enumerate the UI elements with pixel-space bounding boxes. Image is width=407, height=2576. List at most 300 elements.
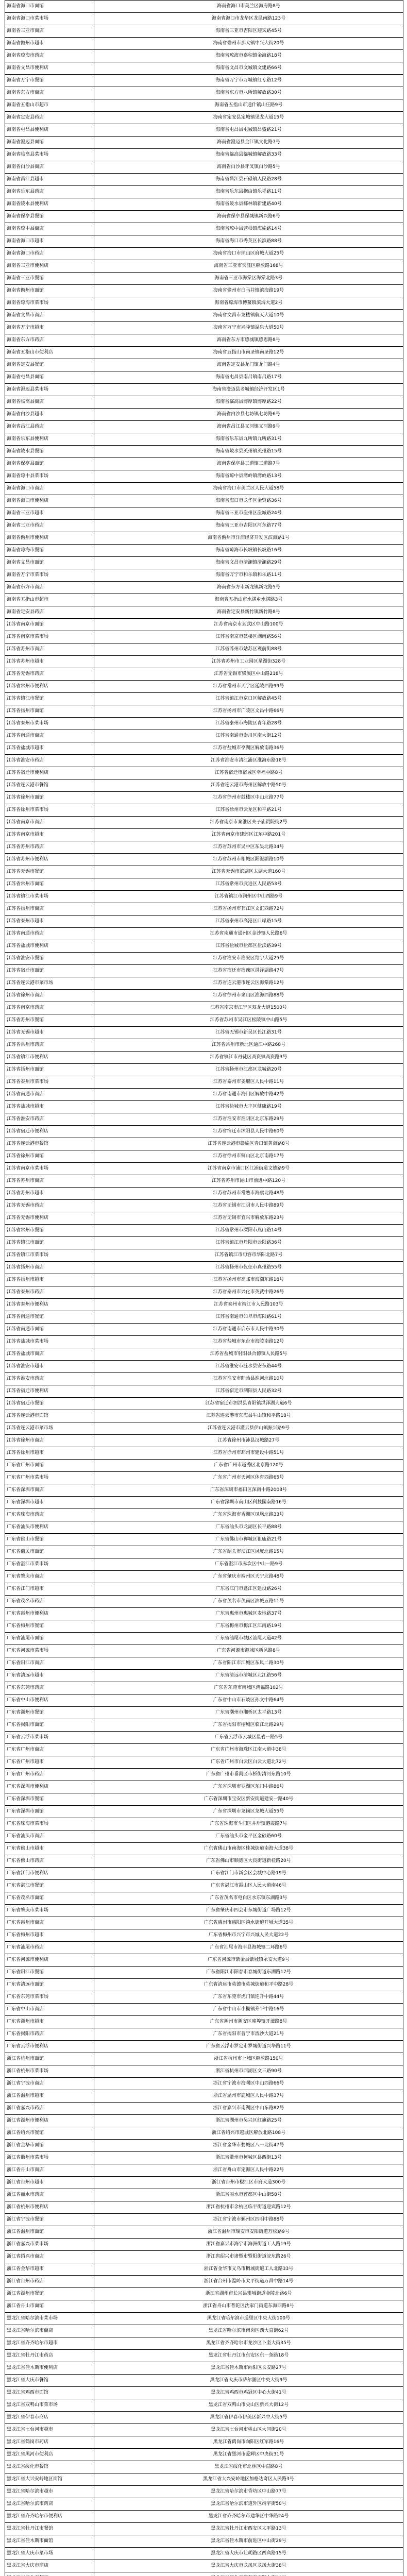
table-row — [5, 2313, 403, 2325]
table-row — [5, 495, 403, 507]
table-row — [5, 1694, 403, 1707]
store-address-cell: 江苏省无锡市新吴区长江路31号 — [94, 1027, 403, 1039]
store-name-cell: 江苏省连云港市餐馆 — [5, 1138, 94, 1150]
store-name-cell: 浙江省台州市药店 — [5, 2276, 94, 2288]
table-row — [5, 2140, 403, 2152]
store-name-cell: 海南省三亚市便利店 — [5, 260, 94, 273]
table-row — [5, 1076, 403, 1089]
store-name-cell: 浙江省舟山市面馆 — [5, 2300, 94, 2313]
store-address-cell: 广东省河源市源城区新风路8号 — [94, 1645, 403, 1657]
store-name-cell: 浙江省杭州市便利店 — [5, 2201, 94, 2214]
table-row — [5, 1101, 403, 1113]
store-address-cell: 江苏省盐城市盐都区盐渎路39号 — [94, 940, 403, 953]
store-address-cell: 广东省广州市白云区白云大道北72号 — [94, 1756, 403, 1769]
store-address-cell — [94, 2572, 403, 2576]
store-address-cell: 江苏省盐城市东台市海陵南路12号 — [94, 1336, 403, 1348]
store-address-cell: 海南省三亚市天涯区解放路168号 — [94, 260, 403, 273]
store-name-cell: 广东省惠州市商店 — [5, 1917, 94, 1929]
table-row — [5, 25, 403, 38]
store-address-cell: 广东省肇庆市端州区天宁北路48号 — [94, 1571, 403, 1583]
table-row — [5, 1002, 403, 1014]
table-row — [5, 1769, 403, 1781]
store-name-cell: 广东省广州市药店 — [5, 1769, 94, 1781]
table-row — [5, 1237, 403, 1249]
table-row — [5, 421, 403, 433]
store-name-cell: 广东省江门市便利店 — [5, 1868, 94, 1880]
store-address-cell: 广东省湛江市赤坎区中山一路9号 — [94, 1558, 403, 1571]
table-row — [5, 1558, 403, 1571]
store-name-cell: 海南省三亚市餐馆 — [5, 273, 94, 285]
store-address-cell: 江苏省徐州市邳州市建设中路51号 — [94, 1447, 403, 1460]
table-row — [5, 1818, 403, 1831]
store-name-cell: 广东省珠海市药店 — [5, 1509, 94, 1521]
store-address-cell: 浙江省嘉兴市海宁市海洲街道工人路19号 — [94, 2239, 403, 2251]
table-row — [5, 2276, 403, 2288]
table-row — [5, 2263, 403, 2276]
store-address-cell: 广东省阳江市阳春市春城街道东湖路17号 — [94, 1967, 403, 1979]
table-row — [5, 878, 403, 891]
table-row — [5, 2399, 403, 2412]
table-row — [5, 310, 403, 322]
table-row — [5, 1410, 403, 1422]
store-address-cell: 海南省海口市琼山区府城大道25号 — [94, 248, 403, 260]
table-row — [5, 2498, 403, 2511]
table-row — [5, 557, 403, 569]
store-name-cell: 浙江省杭州市面馆 — [5, 2053, 94, 2065]
store-address-cell: 江苏省徐州市鼓楼区中山北路77号 — [94, 792, 403, 804]
table-row — [5, 1422, 403, 1435]
table-row — [5, 1608, 403, 1620]
table-row — [5, 2362, 403, 2375]
store-name-cell: 黑龙江省七台河市超市 — [5, 2424, 94, 2436]
store-address-cell: 江苏省泰州市姜堰区人民中路11号 — [94, 1076, 403, 1089]
table-row — [5, 2572, 403, 2576]
table-row — [5, 953, 403, 965]
table-row — [5, 841, 403, 854]
table-row — [5, 2473, 403, 2486]
store-address-cell: 黑龙江省大庆市龙凤区龙凤大街38号 — [94, 2560, 403, 2572]
table-row — [5, 1633, 403, 1645]
store-name-cell: 海南省临高县商店 — [5, 396, 94, 409]
table-row — [5, 2028, 403, 2041]
store-name-cell: 江苏省徐州市商店 — [5, 990, 94, 1002]
table-row — [5, 50, 403, 62]
store-name-cell: 广东省阳江市商店 — [5, 1657, 94, 1670]
store-name-cell: 浙江省台州市超市 — [5, 2177, 94, 2189]
store-name-cell: 海南省昌江县药店 — [5, 421, 94, 433]
table-row — [5, 755, 403, 767]
store-name-cell: 广东省肇庆市菜市场 — [5, 1905, 94, 1917]
store-name-cell: 江苏省南京市药店 — [5, 1002, 94, 1014]
store-name-cell: 浙江省金华市面馆 — [5, 2140, 94, 2152]
store-name-cell: 海南省屯昌县便利店 — [5, 124, 94, 137]
store-name-cell: 海南省保亭县餐馆 — [5, 211, 94, 223]
store-address-cell: 广东省广州市天河区体育西路65号 — [94, 1472, 403, 1484]
table-row — [5, 322, 403, 334]
store-name-cell: 黑龙江省大庆市商店 — [5, 2560, 94, 2572]
store-address-cell: 广东省清远市清城区北江路56号 — [94, 1670, 403, 1682]
store-name-cell: 黑龙江省黑河市便利店 — [5, 2449, 94, 2461]
store-address-cell: 海南省临高县博厚镇博厚路22号 — [94, 396, 403, 409]
table-row — [5, 2078, 403, 2090]
table-row — [5, 161, 403, 174]
store-address-cell: 海南省文昌市文城镇文建路66号 — [94, 62, 403, 75]
store-address-cell: 广东省云浮市云城区星岩一路5号 — [94, 1732, 403, 1744]
store-name-cell: 江苏省徐州市商店 — [5, 1435, 94, 1447]
store-name-cell: 广东省韶关市面馆 — [5, 1546, 94, 1558]
table-row — [5, 619, 403, 631]
store-name-cell: 黑龙江省佳木斯市面馆 — [5, 2535, 94, 2548]
table-row — [5, 582, 403, 594]
table-row — [5, 1583, 403, 1596]
store-address-cell: 江苏省盐城市亭湖区解放南路36号 — [94, 742, 403, 755]
store-name-cell: 江苏省南京市面馆 — [5, 619, 94, 631]
store-name-cell: 广东省深圳市便利店 — [5, 1781, 94, 1793]
table-row — [5, 817, 403, 829]
store-name-cell: 海南省海口市超市 — [5, 235, 94, 248]
store-name-cell: 浙江省湖州市便利店 — [5, 2115, 94, 2127]
table-row — [5, 1014, 403, 1027]
table-row — [5, 1880, 403, 1892]
store-address-cell: 广东省深圳市福田区深南中路2008号 — [94, 1484, 403, 1497]
store-name-cell: 海南省三亚市超市 — [5, 507, 94, 520]
store-address-cell: 江苏省宿迁市沭阳县人民中路60号 — [94, 1126, 403, 1138]
table-row — [5, 1385, 403, 1398]
store-name-cell: 广东省汕头市商店 — [5, 1831, 94, 1843]
store-name-cell: 海南省东方市药店 — [5, 334, 94, 347]
table-row — [5, 2511, 403, 2523]
store-name-cell: 广东省汕尾市面馆 — [5, 1633, 94, 1645]
store-name-cell: 江苏省盐城市超市 — [5, 1101, 94, 1113]
store-address-cell: 浙江省杭州市余杭区临平街道迎宾路12号 — [94, 2201, 403, 2214]
store-name-cell: 江苏省宿迁市便利店 — [5, 767, 94, 779]
store-address-cell: 浙江省绍兴市诸暨市暨阳街道浣东路26号 — [94, 2251, 403, 2263]
table-row — [5, 1670, 403, 1682]
store-address-cell: 广东省中山市小榄镇升平中路16号 — [94, 2004, 403, 2016]
table-row — [5, 928, 403, 940]
store-address-cell: 广东省东莞市虎门镇连升中路44号 — [94, 1991, 403, 2004]
table-row — [5, 1150, 403, 1163]
store-address-cell: 江苏省连云港市东海县牛山镇和平路18号 — [94, 1410, 403, 1422]
store-name-cell: 海南省海口市菜市场 — [5, 13, 94, 25]
table-row — [5, 1336, 403, 1348]
store-name-cell: 江苏省盐城市便利店 — [5, 940, 94, 953]
table-row — [5, 285, 403, 297]
store-name-cell — [5, 2572, 94, 2576]
store-address-cell: 海南省陵水县英州镇英州路15号 — [94, 446, 403, 458]
table-row — [5, 223, 403, 235]
store-address-cell: 海南省乐东县抱由镇乐祥路11号 — [94, 186, 403, 198]
table-row — [5, 866, 403, 878]
table-row — [5, 1039, 403, 1052]
store-name-cell: 江苏省扬州市超市 — [5, 1274, 94, 1286]
store-name-cell: 广东省揭阳市面馆 — [5, 1719, 94, 1732]
store-address-cell: 海南省定安县龙门镇龙门路4号 — [94, 359, 403, 371]
store-address-cell: 江苏省镇江市京口区解放路45号 — [94, 693, 403, 705]
store-address-cell: 广东省江门市蓬江区建设路26号 — [94, 1583, 403, 1596]
store-address-cell: 浙江省湖州市吴兴区红旗路25号 — [94, 2115, 403, 2127]
table-row — [5, 594, 403, 606]
table-row — [5, 940, 403, 953]
store-address-cell: 浙江省温州市瑞安市安阳街道万松路9号 — [94, 2226, 403, 2239]
table-row — [5, 1855, 403, 1868]
table-row — [5, 1286, 403, 1299]
table-row — [5, 13, 403, 25]
store-address-cell: 江苏省泰州市高港区口岸路15号 — [94, 916, 403, 928]
table-row — [5, 186, 403, 198]
table-row — [5, 1262, 403, 1274]
table-row — [5, 87, 403, 99]
store-address-cell: 江苏省苏州市吴江区松陵镇中山路5号 — [94, 1014, 403, 1027]
store-name-cell: 黑龙江省齐齐哈尔市便利店 — [5, 2511, 94, 2523]
store-name-cell: 江苏省南通市商店 — [5, 1089, 94, 1101]
store-address-cell: 海南省五指山市南圣镇南圣路12号 — [94, 347, 403, 359]
table-row — [5, 1064, 403, 1076]
store-name-cell: 海南省白沙县超市 — [5, 409, 94, 421]
table-row — [5, 1, 403, 13]
store-name-cell: 浙江省嘉兴市药店 — [5, 2103, 94, 2115]
store-name-cell: 广东省汕尾市药店 — [5, 1942, 94, 1954]
store-address-cell: 黑龙江省大庆市让胡路区西宾路15号 — [94, 2548, 403, 2560]
store-name-cell: 广东省深圳市超市 — [5, 1497, 94, 1509]
store-name-cell: 江苏省常州市面馆 — [5, 878, 94, 891]
table-row — [5, 297, 403, 310]
table-row — [5, 384, 403, 396]
table-row — [5, 1274, 403, 1286]
table-row — [5, 804, 403, 817]
store-name-cell: 江苏省南京市菜市场 — [5, 631, 94, 643]
table-row — [5, 2115, 403, 2127]
table-row — [5, 458, 403, 470]
store-address-cell: 浙江省杭州市西湖区文三路90号 — [94, 2065, 403, 2078]
store-name-cell: 海南省东方市商店 — [5, 582, 94, 594]
table-row — [5, 1967, 403, 1979]
store-address-cell: 广东省揭阳市榕城区临江北路29号 — [94, 1719, 403, 1732]
store-address-cell: 江苏省南京市建邺区江东中路201号 — [94, 829, 403, 841]
table-row — [5, 2239, 403, 2251]
table-row — [5, 1484, 403, 1497]
store-address-cell: 黑龙江省七台河市桃山区大同街20号 — [94, 2424, 403, 2436]
store-name-cell: 黑龙江省绥化市餐馆 — [5, 2461, 94, 2473]
store-name-cell: 海南省乐东县便利店 — [5, 433, 94, 446]
store-address-cell: 江苏省镇江市润州区中山西路9号 — [94, 891, 403, 903]
table-row — [5, 446, 403, 458]
store-address-cell: 江苏省盐城市射阳县合德镇人民路5号 — [94, 1348, 403, 1361]
store-address-cell: 黑龙江省绥化市北林区中直路8号 — [94, 2461, 403, 2473]
store-name-cell: 海南省乐东县药店 — [5, 186, 94, 198]
store-name-cell: 江苏省泰州市超市 — [5, 916, 94, 928]
table-row — [5, 2461, 403, 2473]
table-row — [5, 2548, 403, 2560]
store-address-cell: 广东省东莞市南城区鸿福路102号 — [94, 1682, 403, 1694]
table-row — [5, 631, 403, 643]
store-address-cell: 海南省琼海市嘉积镇金海路18号 — [94, 50, 403, 62]
store-name-cell: 海南省琼中县商店 — [5, 223, 94, 235]
table-row — [5, 174, 403, 186]
table-row — [5, 520, 403, 532]
store-name-cell: 广东省广州市超市 — [5, 1756, 94, 1769]
store-name-cell: 海南省保亭县面馆 — [5, 458, 94, 470]
address-table — [5, 0, 403, 2576]
store-address-cell: 广东省潮州市潮安区庵埠镇开濠路8号 — [94, 2016, 403, 2028]
table-row — [5, 211, 403, 223]
store-address-cell: 广东省佛山市禅城区祖庙路21号 — [94, 1534, 403, 1546]
store-address-cell: 江苏省无锡市宜兴市解放东路23号 — [94, 1212, 403, 1225]
store-address-cell: 江苏省南京市江宁区双龙大道1500号 — [94, 1002, 403, 1014]
store-name-cell: 江苏省宿迁市餐馆 — [5, 1398, 94, 1410]
table-row — [5, 2090, 403, 2103]
store-name-cell: 黑龙江省佳木斯市便利店 — [5, 2362, 94, 2375]
table-row — [5, 62, 403, 75]
table-row — [5, 1620, 403, 1633]
table-row — [5, 2041, 403, 2053]
store-name-cell: 江苏省苏州市商店 — [5, 643, 94, 656]
table-row — [5, 1361, 403, 1373]
table-row — [5, 1732, 403, 1744]
store-address-cell: 浙江省台州市椒江区市府大道300号 — [94, 2177, 403, 2189]
table-row — [5, 2004, 403, 2016]
store-address-cell: 江苏省宿迁市泗阳县人民路32号 — [94, 1385, 403, 1398]
table-row — [5, 1917, 403, 1929]
store-address-cell: 广东省梅州市兴宁市兴城人民大道22号 — [94, 1929, 403, 1942]
store-name-cell: 海南省五指山市超市 — [5, 99, 94, 112]
table-row — [5, 1225, 403, 1237]
table-row — [5, 2152, 403, 2164]
store-name-cell: 海南省东方市商店 — [5, 87, 94, 99]
store-address-cell: 海南省海口市龙华区金贸路36号 — [94, 495, 403, 507]
store-address-cell: 浙江省湖州市长兴县雉城街道金陵北路6号 — [94, 2288, 403, 2300]
store-address-cell: 广东省江门市新会区会城中心路19号 — [94, 1868, 403, 1880]
store-name-cell: 江苏省连云港市菜市场 — [5, 1422, 94, 1435]
table-row — [5, 371, 403, 384]
store-address-cell: 海南省儋州市那大镇中兴大街20号 — [94, 38, 403, 50]
store-name-cell: 海南省五指山市便利店 — [5, 347, 94, 359]
table-row — [5, 1249, 403, 1262]
table-row — [5, 1756, 403, 1769]
store-name-cell: 黑龙江省牡丹江市药店 — [5, 2350, 94, 2362]
store-address-cell: 江苏省泰州市海陵区青年路28号 — [94, 718, 403, 730]
store-address-cell: 广东省茂名市茂南区油城五路11号 — [94, 1596, 403, 1608]
store-address-cell: 江苏省镇江市丹阳市云阳路36号 — [94, 1237, 403, 1249]
store-address-cell: 黑龙江省牡丹江市西安区太平路13号 — [94, 2523, 403, 2535]
store-name-cell: 江苏省镇江市便利店 — [5, 1052, 94, 1064]
store-address-cell: 海南省儋州市洋浦经济开发区滨海路1号 — [94, 532, 403, 545]
store-name-cell: 浙江省温州市面馆 — [5, 2226, 94, 2239]
store-name-cell: 江苏省苏州市超市 — [5, 656, 94, 668]
store-address-cell: 海南省澄迈县老城镇经济开发区1号 — [94, 384, 403, 396]
store-address-cell: 海南省万宁市和乐镇和乐路11号 — [94, 569, 403, 582]
store-name-cell: 江苏省南通市餐馆 — [5, 1311, 94, 1324]
table-row — [5, 470, 403, 483]
store-name-cell: 广东省江门市超市 — [5, 1583, 94, 1596]
table-row — [5, 1831, 403, 1843]
store-address-cell: 广东省揭阳市普宁市流沙大道21号 — [94, 2028, 403, 2041]
store-name-cell: 江苏省南京市超市 — [5, 829, 94, 841]
store-name-cell: 广东省珠海市菜市场 — [5, 1818, 94, 1831]
store-address-cell: 江苏省连云港市赣榆区青口镇黄海路8号 — [94, 1138, 403, 1150]
table-row — [5, 2016, 403, 2028]
table-row — [5, 643, 403, 656]
store-address-cell: 海南省文昌市龙楼镇航天大道10号 — [94, 310, 403, 322]
store-address-cell: 浙江省宁波市海曙区中山西路66号 — [94, 2078, 403, 2090]
store-name-cell: 浙江省嘉兴市菜市场 — [5, 2239, 94, 2251]
store-name-cell: 海南省文昌市商店 — [5, 310, 94, 322]
store-name-cell: 江苏省苏州市药店 — [5, 841, 94, 854]
store-name-cell: 江苏省徐州市面馆 — [5, 792, 94, 804]
store-name-cell: 海南省陵水县餐馆 — [5, 446, 94, 458]
table-row — [5, 2177, 403, 2189]
table-row — [5, 891, 403, 903]
table-row — [5, 359, 403, 371]
table-row — [5, 334, 403, 347]
store-name-cell: 江苏省连云港市餐馆 — [5, 779, 94, 792]
table-row — [5, 347, 403, 359]
store-name-cell: 江苏省淮安市药店 — [5, 1373, 94, 1385]
store-address-cell: 海南省三亚市崖州区崖城路24号 — [94, 507, 403, 520]
table-row — [5, 137, 403, 149]
store-name-cell: 海南省五指山市超市 — [5, 594, 94, 606]
store-address-cell: 海南省琼中县营根镇海榆路14号 — [94, 223, 403, 235]
store-address-cell: 广东省汕头市金平区金砂路60号 — [94, 1831, 403, 1843]
table-row — [5, 606, 403, 619]
store-name-cell: 江苏省泰州市便利店 — [5, 1299, 94, 1311]
table-row — [5, 2065, 403, 2078]
table-row — [5, 656, 403, 668]
store-name-cell: 海南省文昌市面馆 — [5, 557, 94, 569]
table-row — [5, 705, 403, 718]
store-address-cell: 广东省茂名市电白区水东镇东湖路3号 — [94, 1892, 403, 1905]
table-row — [5, 1089, 403, 1101]
store-name-cell: 黑龙江省大兴安岭地区面馆 — [5, 2473, 94, 2486]
store-name-cell: 浙江省绍兴市餐馆 — [5, 2127, 94, 2140]
store-address-cell: 广东省云浮市罗定市罗城街道兴华路11号 — [94, 2041, 403, 2053]
store-name-cell: 广东省深圳市面馆 — [5, 1806, 94, 1818]
store-name-cell: 广东省肇庆市商店 — [5, 1571, 94, 1583]
table-row — [5, 1707, 403, 1719]
table-row — [5, 916, 403, 928]
store-name-cell: 海南省儋州市超市 — [5, 38, 94, 50]
table-row — [5, 2387, 403, 2399]
store-address-cell: 广东省广州市海珠区江南大道中38号 — [94, 1744, 403, 1756]
store-address-cell: 海南省海口市美兰区人民大道58号 — [94, 483, 403, 495]
store-address-cell: 广东省广州市番禺区市桥街清河东路10号 — [94, 1769, 403, 1781]
store-name-cell: 广东省东莞市药店 — [5, 1682, 94, 1694]
store-address-cell: 江苏省泰州市兴化市英武中路26号 — [94, 1286, 403, 1299]
table-row — [5, 1843, 403, 1855]
store-address-cell: 江苏省南通市崇川区南大街12号 — [94, 730, 403, 742]
table-row — [5, 2486, 403, 2498]
store-name-cell: 海南省澄迈县菜市场 — [5, 384, 94, 396]
store-name-cell: 海南省琼中县菜市场 — [5, 470, 94, 483]
store-name-cell: 江苏省徐州市面馆 — [5, 1150, 94, 1163]
store-address-cell: 江苏省宿迁市宿豫区洪泽湖路47号 — [94, 965, 403, 977]
store-name-cell: 江苏省扬州市商店 — [5, 1262, 94, 1274]
store-address-cell: 广东省湛江市霞山区人民大道南46号 — [94, 1880, 403, 1892]
table-row — [5, 1534, 403, 1546]
table-row — [5, 1052, 403, 1064]
store-address-cell: 江苏省南通市海门区解放中路42号 — [94, 1089, 403, 1101]
store-address-cell: 广东省潮州市湘桥区太平路13号 — [94, 1707, 403, 1719]
store-name-cell: 江苏省连云港市面馆 — [5, 1410, 94, 1422]
store-name-cell: 海南省屯昌县面馆 — [5, 371, 94, 384]
store-name-cell: 广东省汕头市便利店 — [5, 1521, 94, 1534]
store-address-cell: 江苏省盐城市大丰区健康路19号 — [94, 1101, 403, 1113]
store-address-cell: 江苏省南通市如皋市海阳路61号 — [94, 1311, 403, 1324]
store-address-cell: 江苏省南京市秦淮区夫子庙贡院街2号 — [94, 817, 403, 829]
store-name-cell: 浙江省衢州市菜市场 — [5, 2152, 94, 2164]
store-name-cell: 海南省琼海市菜市场 — [5, 297, 94, 310]
table-row — [5, 829, 403, 841]
